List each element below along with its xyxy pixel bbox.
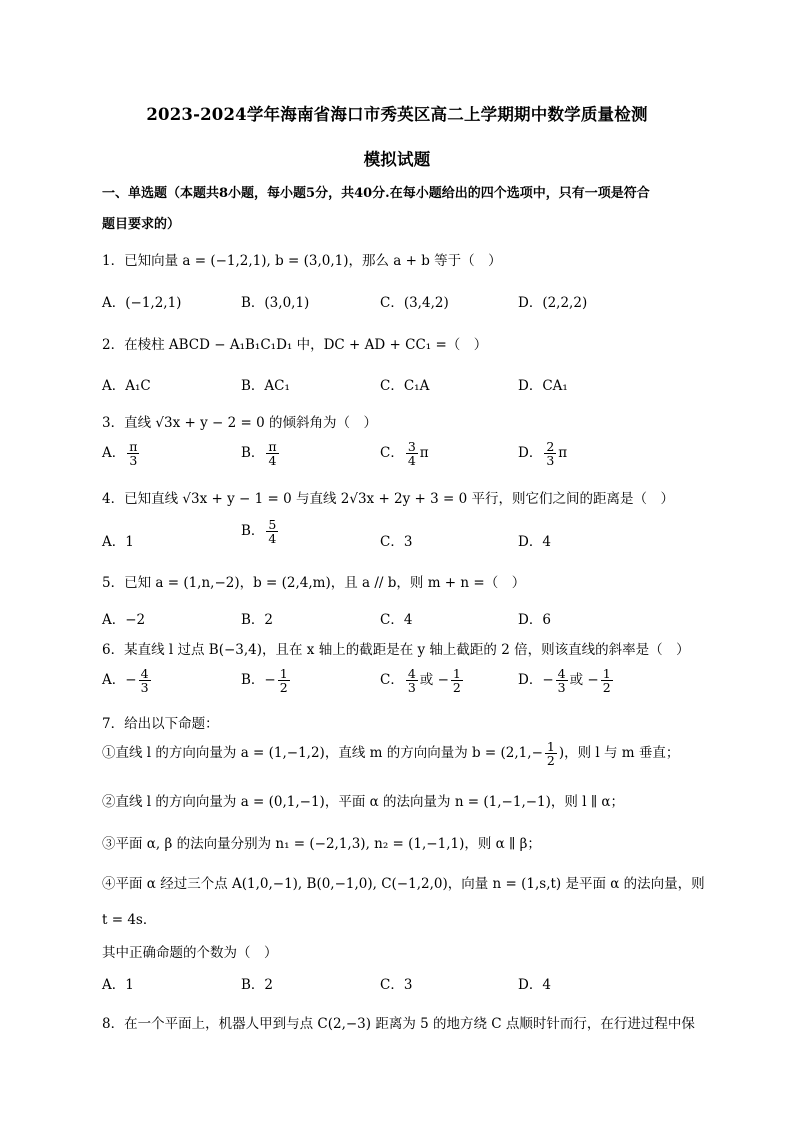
question-7-stem: 7．给出以下命题： bbox=[102, 716, 219, 732]
question-4-stem: 4．已知直线 √3x + y − 1 = 0 与直线 2√3x + 2y + 3 = 0 平行，则它们之间的距离是（ ） bbox=[102, 491, 675, 507]
question-7-option-b: B．2 bbox=[241, 977, 274, 993]
question-6-option-d: D．− $\frac{4}{3}$ 或 − $\frac{1}{2}$ bbox=[518, 666, 611, 696]
question-8-stem: 8．在一个平面上，机器人甲到与点 C(2,−3) 距离为 5 的地方绕 C 点顺时针而行，在行进过程中保 bbox=[102, 1016, 695, 1032]
question-5-option-c: C．4 bbox=[380, 612, 413, 628]
question-1-option-a: A．(−1,2,1) bbox=[102, 295, 182, 311]
question-6-stem: 6．某直线 l 过点 B(−3,4)，且在 x 轴上的截距是在 y 轴上截距的 2 倍，则该直线的斜率是（ ） bbox=[102, 642, 690, 658]
question-7-proposition-3: ③平面 α, β 的法向量分别为 n₁ = (−2,1,3), n₂ = (1,−1,1)，则 α ∥ β； bbox=[102, 836, 541, 852]
question-5-option-a: A．−2 bbox=[102, 612, 146, 628]
question-7-option-a: A．1 bbox=[102, 977, 134, 993]
question-4-option-c: C．3 bbox=[380, 534, 413, 550]
question-3-stem: 3．直线 √3x + y − 2 = 0 的倾斜角为（ ） bbox=[102, 415, 377, 431]
question-1-stem: 1．已知向量 a = (−1,2,1), b = (3,0,1)，那么 a + b 等于（ ） bbox=[102, 253, 502, 269]
question-7-proposition-4-line1: ④平面 α 经过三个点 A(1,0,−1), B(0,−1,0), C(−1,2,0)，向量 n = (1,s,t) 是平面 α 的法向量，则 bbox=[102, 876, 705, 892]
question-6-option-c: C． $\frac{4}{3}$ 或 − $\frac{1}{2}$ bbox=[380, 666, 461, 696]
question-2-option-a: A．A₁C bbox=[102, 378, 151, 394]
question-3-option-b: B． $\frac{\pi}{4}$ bbox=[241, 439, 277, 469]
question-5-option-d: D．6 bbox=[518, 612, 551, 628]
question-3-option-a: A． $\frac{\pi}{3}$ bbox=[102, 439, 138, 469]
question-4-option-b: B． $\frac{5}{4}$ bbox=[241, 517, 277, 547]
question-4-option-a: A．1 bbox=[102, 534, 134, 550]
question-7-proposition-2: ②直线 l 的方向向量为 a = (0,1,−1)，平面 α 的法向量为 n = (1,−1,−1)，则 l ∥ α； bbox=[102, 794, 624, 810]
question-2-option-d: D．CA₁ bbox=[518, 378, 568, 394]
question-1-option-b: B．(3,0,1) bbox=[241, 295, 310, 311]
question-5-option-b: B．2 bbox=[241, 612, 274, 628]
question-7-ask: 其中正确命题的个数为（ ） bbox=[102, 945, 278, 961]
section-heading-line2: 题目要求的） bbox=[102, 217, 181, 232]
exam-title: 2023-2024学年海南省海口市秀英区高二上学期期中数学质量检测 bbox=[146, 105, 648, 124]
question-2-option-b: B．AC₁ bbox=[241, 378, 290, 394]
question-1-option-c: C．(3,4,2) bbox=[380, 295, 449, 311]
question-2-stem: 2．在棱柱 ABCD − A₁B₁C₁D₁ 中，DC + AD + CC₁ =（ ） bbox=[102, 337, 488, 353]
question-7-proposition-1: ①直线 l 的方向向量为 a = (1,−1,2)，直线 m 的方向向量为 b = (2,1,− $\frac{1}{2}$ )，则 l 与 m 垂直； bbox=[102, 739, 680, 769]
question-4-option-d: D．4 bbox=[518, 534, 551, 550]
question-7-option-c: C．3 bbox=[380, 977, 413, 993]
question-7-proposition-4-line2: t = 4s． bbox=[102, 912, 157, 928]
question-3-option-c: C． $\frac{3}{4}$ π bbox=[380, 439, 429, 469]
section-heading-line1: 一、单选题（本题共8小题，每小题5分，共40分.在每小题给出的四个选项中，只有一项是符合 bbox=[102, 186, 650, 201]
question-5-stem: 5．已知 a = (1,n,−2)，b = (2,4,m)，且 a // b，则 m + n =（ ） bbox=[102, 575, 526, 591]
question-1-option-d: D．(2,2,2) bbox=[518, 295, 588, 311]
question-2-option-c: C．C₁A bbox=[380, 378, 430, 394]
question-3-option-d: D． $\frac{2}{3}$ π bbox=[518, 439, 568, 469]
exam-subtitle: 模拟试题 bbox=[363, 150, 431, 169]
question-7-option-d: D．4 bbox=[518, 977, 551, 993]
question-6-option-b: B．− $\frac{1}{2}$ bbox=[241, 666, 288, 696]
question-6-option-a: A．− $\frac{4}{3}$ bbox=[102, 666, 149, 696]
